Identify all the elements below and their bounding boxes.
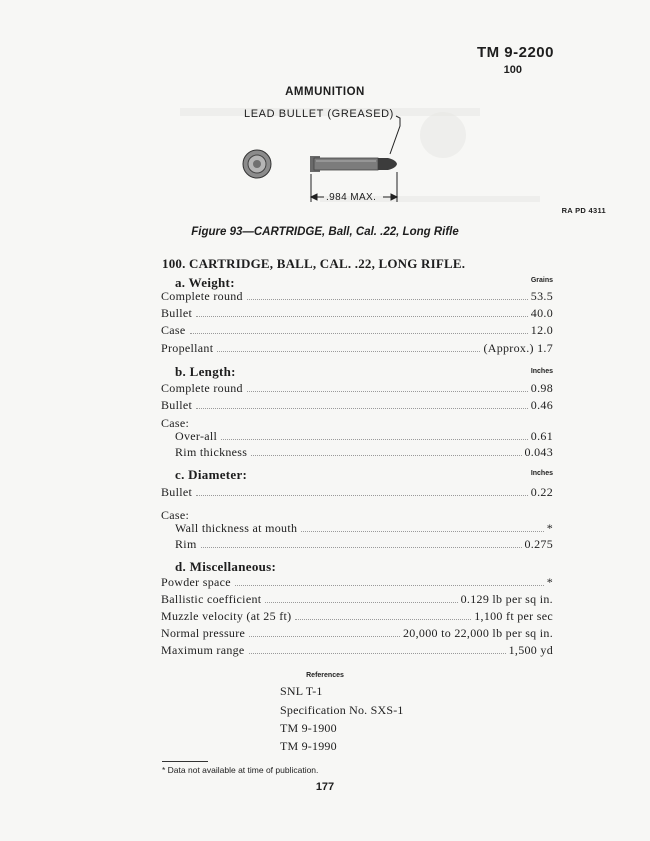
length-heading: b. Length: xyxy=(175,364,236,379)
miscellaneous-heading: d. Miscellaneous: xyxy=(175,559,277,574)
paragraph-title: 100. CARTRIDGE, BALL, CAL. .22, LONG RIFLE. xyxy=(162,256,466,271)
table-row: Ballistic coefficient 0.129 lb per sq in. xyxy=(161,592,553,606)
cartridge-figure xyxy=(200,104,500,224)
tm-number: TM 9-2200 xyxy=(476,44,554,61)
table-row: Rim thickness 0.043 xyxy=(175,445,553,459)
inches-unit-label: Inches xyxy=(530,470,553,477)
table-row: Complete round 53.5 xyxy=(161,289,553,303)
callout-leader-line xyxy=(390,116,400,154)
case-head-icon xyxy=(243,150,271,178)
table-row: Over-all 0.61 xyxy=(175,429,553,443)
reference-item: TM 9-1900 xyxy=(280,721,337,735)
dimension-label: .984 MAX. xyxy=(326,192,377,203)
table-row: Bullet 40.0 xyxy=(161,306,553,320)
table-row: Muzzle velocity (at 25 ft) 1,100 ft per sec xyxy=(161,609,553,623)
weight-heading: a. Weight: xyxy=(175,275,235,290)
reference-item: Specification No. SXS-1 xyxy=(280,703,404,717)
lead-bullet-callout: LEAD BULLET (GREASED) xyxy=(244,108,394,120)
page-number: 177 xyxy=(315,781,335,793)
case-label: Case: xyxy=(161,508,190,522)
section-title: AMMUNITION xyxy=(285,86,365,98)
footnote-rule xyxy=(162,761,208,762)
case-label: Case: xyxy=(161,416,190,430)
inches-unit-label: Inches xyxy=(530,368,553,375)
table-row: Normal pressure 20,000 to 22,000 lb per sq in. xyxy=(161,626,553,640)
references-heading: References xyxy=(306,672,344,679)
grains-unit-label: Grains xyxy=(530,277,553,284)
figure-caption: Figure 93—CARTRIDGE, Ball, Cal. .22, Long Rifle xyxy=(191,226,459,238)
table-row: Rim 0.275 xyxy=(175,537,553,551)
paragraph-reference: 100 xyxy=(503,64,522,76)
table-row: Wall thickness at mouth * xyxy=(175,521,553,535)
table-row: Case 12.0 xyxy=(161,323,553,337)
cartridge-side-icon xyxy=(310,156,397,172)
reference-item: SNL T-1 xyxy=(280,684,323,698)
cartridge-drawing xyxy=(200,104,500,224)
table-row: Bullet 0.46 xyxy=(161,398,553,412)
table-row: Powder space * xyxy=(161,575,553,589)
diameter-heading: c. Diameter: xyxy=(175,467,248,482)
footnote: * Data not available at time of publication. xyxy=(162,765,319,775)
table-row: Complete round 0.98 xyxy=(161,381,553,395)
table-row: Bullet 0.22 xyxy=(161,485,553,499)
table-row: Propellant (Approx.) 1.7 xyxy=(161,341,553,355)
reference-item: TM 9-1990 xyxy=(280,739,337,753)
ra-number: RA PD 4311 xyxy=(561,206,606,215)
table-row: Maximum range 1,500 yd xyxy=(161,643,553,657)
